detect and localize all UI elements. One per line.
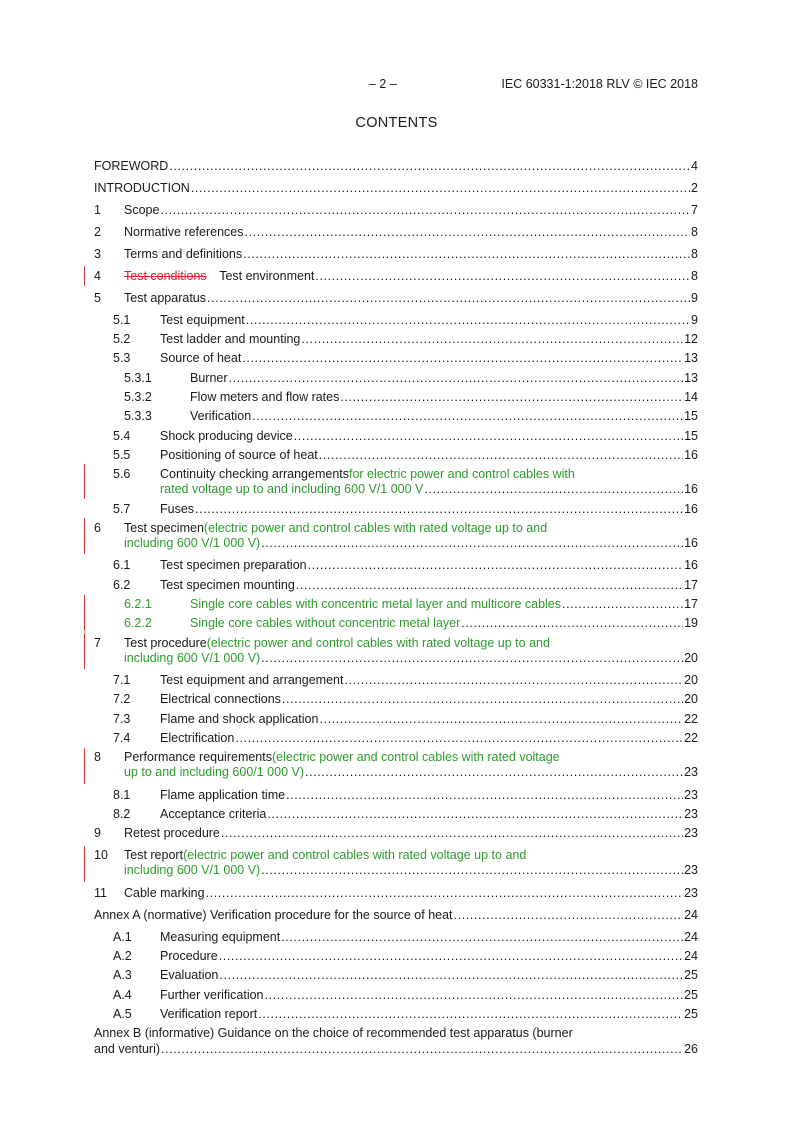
toc-page-number: 24 <box>684 930 698 944</box>
toc-line <box>94 159 698 175</box>
dot-leader <box>243 247 690 263</box>
toc-page-number: 25 <box>684 988 698 1002</box>
toc-number: 8 <box>94 750 101 764</box>
dot-leader <box>562 597 683 613</box>
toc-page-number: 24 <box>684 949 698 963</box>
toc-line <box>124 636 698 652</box>
toc-label: Continuity checking arrangements <box>160 467 349 481</box>
toc-added-text: (electric power and control cables with rated voltage up to and <box>183 848 527 862</box>
toc-number: 6.1 <box>113 558 131 572</box>
toc-number: 6.2.1 <box>124 597 152 611</box>
toc-page-number: 16 <box>684 482 698 496</box>
dot-leader <box>160 203 690 219</box>
toc-page-number: 22 <box>684 731 698 745</box>
toc-page-number: 9 <box>691 313 698 327</box>
toc-label: Test ladder and mounting <box>160 332 301 346</box>
toc-line <box>160 807 698 823</box>
change-bar <box>84 464 85 499</box>
toc-line <box>160 313 698 329</box>
toc-label: Test report <box>124 848 184 862</box>
toc-page-number: 8 <box>691 269 698 283</box>
toc-line <box>124 536 698 552</box>
toc-page-number: 23 <box>684 886 698 900</box>
toc-line <box>160 930 698 946</box>
dot-leader <box>261 536 683 552</box>
toc-label: Shock producing device <box>160 429 293 443</box>
toc-number: 7.3 <box>113 712 131 726</box>
toc-label: Measuring equipment <box>160 930 281 944</box>
toc-line <box>124 886 698 902</box>
toc-page-number: 25 <box>684 1007 698 1021</box>
toc-line <box>160 692 698 708</box>
toc-number: 2 <box>94 225 101 239</box>
toc-line <box>190 371 698 387</box>
dot-leader <box>235 731 683 747</box>
toc-added-text: for electric power and control cables with <box>349 467 575 481</box>
toc-page-number: 8 <box>691 225 698 239</box>
toc-line <box>124 269 698 285</box>
change-bar <box>84 748 85 784</box>
toc-page-number: 24 <box>684 908 698 922</box>
toc-added-text: (electric power and control cables with rated voltage <box>271 750 560 764</box>
toc-number: 8.2 <box>113 807 131 821</box>
dot-leader <box>246 313 690 329</box>
toc-label: Electrification <box>160 731 235 745</box>
toc-number: 5.5 <box>113 448 131 462</box>
change-bar <box>84 595 85 631</box>
dot-leader <box>461 616 683 632</box>
toc-page-number: 9 <box>691 291 698 305</box>
dot-leader <box>282 692 683 708</box>
toc-number: 8.1 <box>113 788 131 802</box>
toc-label: Test equipment and arrangement <box>160 673 344 687</box>
toc-line <box>160 578 698 594</box>
dot-leader <box>252 409 683 425</box>
toc-label: Source of heat <box>160 351 242 365</box>
dot-leader <box>294 429 683 445</box>
toc-label: Annex A (normative) Verification procedure for the source of heat <box>94 908 453 922</box>
toc-label: Flame application time <box>160 788 286 802</box>
toc-label: Fuses <box>160 502 195 516</box>
document-reference: IEC 60331-1:2018 RLV © IEC 2018 <box>501 77 698 91</box>
toc-line <box>160 558 698 574</box>
dot-leader <box>301 332 683 348</box>
toc-number: 7.2 <box>113 692 131 706</box>
toc-line <box>190 409 698 425</box>
toc-line <box>124 521 698 537</box>
toc-number: 10 <box>94 848 108 862</box>
toc-line <box>160 482 698 498</box>
toc-line <box>190 597 698 613</box>
dot-leader <box>191 181 690 197</box>
toc-page-number: 22 <box>684 712 698 726</box>
toc-added-text: (electric power and control cables with rated voltage up to and <box>206 636 550 650</box>
toc-number: 5.7 <box>113 502 131 516</box>
dot-leader <box>308 558 683 574</box>
toc-label: Burner <box>190 371 228 385</box>
toc-added-text: including 600 V/1 000 V) <box>124 863 261 877</box>
toc-page-number: 16 <box>684 502 698 516</box>
toc-number: 7 <box>94 636 101 650</box>
toc-number: 5.3.2 <box>124 390 152 404</box>
toc-number: A.4 <box>113 988 132 1002</box>
toc-page-number: 23 <box>684 765 698 779</box>
toc-page-number: 2 <box>691 181 698 195</box>
toc-added-text: rated voltage up to and including 600 V/1 000 V <box>160 482 424 496</box>
toc-label-continued: and venturi) <box>94 1042 161 1056</box>
toc-line <box>160 448 698 464</box>
toc-line <box>94 181 698 197</box>
dot-leader <box>221 826 683 842</box>
toc-page-number: 14 <box>684 390 698 404</box>
toc-label: Normative references <box>124 225 244 239</box>
dot-leader <box>319 448 683 464</box>
toc-page-number: 16 <box>684 558 698 572</box>
dot-leader <box>258 1007 683 1023</box>
dot-leader <box>296 578 683 594</box>
toc-label: Test environment <box>206 269 315 283</box>
toc-page-number: 16 <box>684 448 698 462</box>
toc-number: 11 <box>94 886 107 900</box>
toc-label: Flame and shock application <box>160 712 319 726</box>
toc-number: 5.6 <box>113 467 131 481</box>
toc-page-number: 15 <box>684 429 698 443</box>
toc-label: Test apparatus <box>124 291 206 305</box>
toc-deleted-text: Test conditions <box>124 269 207 283</box>
toc-label: Acceptance criteria <box>160 807 267 821</box>
toc-label: Retest procedure <box>124 826 220 840</box>
toc-label: Single core cables without concentric metal layer <box>190 616 461 630</box>
toc-page-number: 12 <box>684 332 698 346</box>
toc-line <box>160 731 698 747</box>
dot-leader <box>319 712 683 728</box>
change-bar <box>84 266 85 286</box>
toc-number: 6.2 <box>113 578 131 592</box>
toc-label: Scope <box>124 203 160 217</box>
toc-label: Test equipment <box>160 313 245 327</box>
dot-leader <box>286 788 683 804</box>
toc-page-number: 17 <box>684 578 698 592</box>
toc-page-number: 23 <box>684 826 698 840</box>
dot-leader <box>281 930 683 946</box>
toc-number: A.1 <box>113 930 132 944</box>
toc-number: A.3 <box>113 968 132 982</box>
dot-leader <box>305 765 683 781</box>
toc-label: Positioning of source of heat <box>160 448 318 462</box>
toc-number: 7.1 <box>113 673 131 687</box>
toc-number: 1 <box>94 203 101 217</box>
toc-label: Procedure <box>160 949 218 963</box>
toc-line <box>160 988 698 1004</box>
toc-label: Test specimen <box>124 521 204 535</box>
toc-label: Cable marking <box>124 886 205 900</box>
dot-leader <box>261 651 683 667</box>
page-title: CONTENTS <box>355 115 438 131</box>
toc-number: 5.3.3 <box>124 409 152 423</box>
toc-page-number: 26 <box>684 1042 698 1056</box>
toc-page-number: 23 <box>684 788 698 802</box>
dot-leader <box>219 949 683 965</box>
toc-label: Test specimen preparation <box>160 558 307 572</box>
toc-label: Verification report <box>160 1007 258 1021</box>
toc-line <box>160 712 698 728</box>
dot-leader <box>267 807 683 823</box>
dot-leader <box>219 968 683 984</box>
toc-line <box>124 651 698 667</box>
toc-line <box>124 826 698 842</box>
toc-line <box>94 1026 698 1042</box>
toc-line <box>160 968 698 984</box>
toc-line <box>124 765 698 781</box>
dot-leader <box>229 371 684 387</box>
toc-number: A.2 <box>113 949 132 963</box>
toc-label: Annex B (informative) Guidance on the choice of recommended test apparatus (burner <box>94 1026 573 1040</box>
toc-line <box>124 203 698 219</box>
toc-number: 5.4 <box>113 429 131 443</box>
toc-line <box>160 467 698 483</box>
toc-label: INTRODUCTION <box>94 181 190 195</box>
toc-line <box>124 863 698 879</box>
toc-line <box>160 1007 698 1023</box>
toc-number: 5 <box>94 291 101 305</box>
toc-line <box>94 908 698 924</box>
toc-label: Terms and definitions <box>124 247 243 261</box>
toc-line <box>160 673 698 689</box>
toc-added-text: up to and including 600/1 000 V) <box>124 765 304 779</box>
change-bar <box>84 633 85 669</box>
toc-line <box>160 351 698 367</box>
toc-page-number: 19 <box>684 616 698 630</box>
toc-page-number: 8 <box>691 247 698 261</box>
toc-line <box>124 848 698 864</box>
dot-leader <box>344 673 683 689</box>
toc-line <box>160 788 698 804</box>
toc-number: 9 <box>94 826 101 840</box>
dot-leader <box>195 502 683 518</box>
dot-leader <box>454 908 684 924</box>
dot-leader <box>245 225 691 241</box>
toc-number: 5.3.1 <box>124 371 152 385</box>
change-bar <box>84 846 85 882</box>
dot-leader <box>169 159 690 175</box>
page-number: – 2 – <box>369 77 397 91</box>
dot-leader <box>242 351 683 367</box>
toc-number: 6 <box>94 521 101 535</box>
change-bar <box>84 518 85 554</box>
toc-number: 5.1 <box>113 313 131 327</box>
toc-added-text: including 600 V/1 000 V) <box>124 536 261 550</box>
toc-number: 7.4 <box>113 731 131 745</box>
toc-page-number: 23 <box>684 863 698 877</box>
dot-leader <box>265 988 684 1004</box>
toc-number: 6.2.2 <box>124 616 152 630</box>
toc-line <box>160 502 698 518</box>
toc-label: Electrical connections <box>160 692 281 706</box>
dot-leader <box>161 1042 683 1058</box>
toc-line <box>160 332 698 348</box>
toc-label: FOREWORD <box>94 159 169 173</box>
toc-page-number: 16 <box>684 536 698 550</box>
dot-leader <box>315 269 690 285</box>
toc-label: Test procedure <box>124 636 207 650</box>
toc-line <box>124 247 698 263</box>
toc-page-number: 17 <box>684 597 698 611</box>
toc-page-number: 25 <box>684 968 698 982</box>
toc-page-number: 23 <box>684 807 698 821</box>
toc-label: Evaluation <box>160 968 219 982</box>
toc-line <box>124 225 698 241</box>
toc-line <box>124 750 698 766</box>
toc-page-number: 13 <box>684 351 698 365</box>
toc-number: 4 <box>94 269 101 283</box>
toc-number: A.5 <box>113 1007 132 1021</box>
dot-leader <box>424 482 683 498</box>
toc-number: 5.3 <box>113 351 131 365</box>
dot-leader <box>340 390 683 406</box>
toc-page-number: 20 <box>684 692 698 706</box>
toc-label: Verification <box>190 409 252 423</box>
toc-number: 5.2 <box>113 332 131 346</box>
toc-number: 3 <box>94 247 101 261</box>
toc-line <box>160 949 698 965</box>
toc-added-text: (electric power and control cables with rated voltage up to and <box>203 521 548 535</box>
toc-label: Performance requirements <box>124 750 272 764</box>
dot-leader <box>207 291 690 307</box>
toc-added-text: including 600 V/1 000 V) <box>124 651 261 665</box>
toc-page-number: 7 <box>691 203 698 217</box>
toc-label: Test specimen mounting <box>160 578 295 592</box>
toc-label: Further verification <box>160 988 264 1002</box>
dot-leader <box>261 863 683 879</box>
toc-label: Single core cables with concentric metal layer and multicore cables <box>190 597 562 611</box>
toc-line <box>160 429 698 445</box>
toc-line <box>124 291 698 307</box>
toc-label: Flow meters and flow rates <box>190 390 340 404</box>
toc-page-number: 20 <box>684 651 698 665</box>
toc-line <box>94 1042 698 1058</box>
toc-page-number: 20 <box>684 673 698 687</box>
toc-page-number: 13 <box>684 371 698 385</box>
toc-page-number: 4 <box>691 159 698 173</box>
toc-page-number: 15 <box>684 409 698 423</box>
toc-line <box>190 390 698 406</box>
dot-leader <box>206 886 684 902</box>
toc-line <box>190 616 698 632</box>
